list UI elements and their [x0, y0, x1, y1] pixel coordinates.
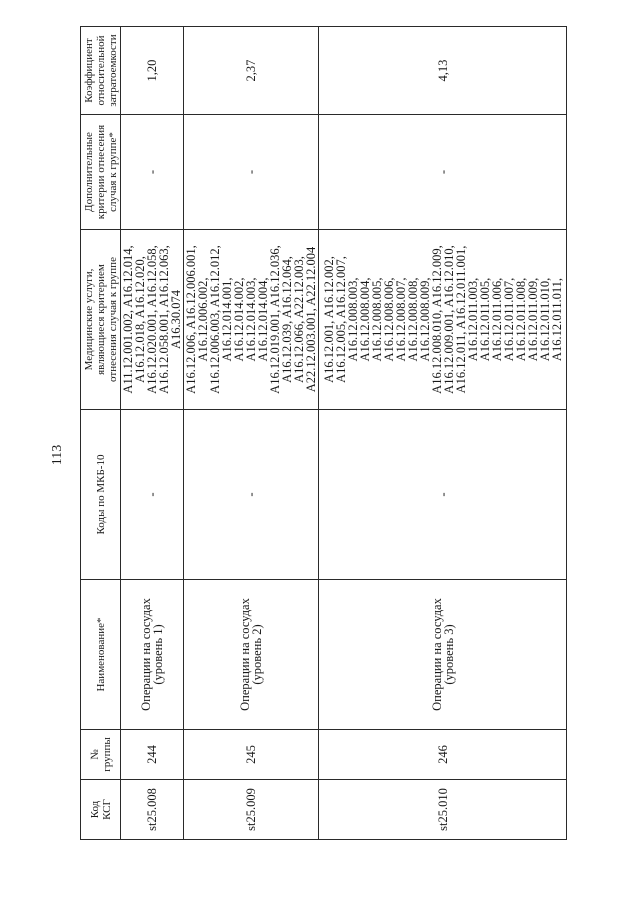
table-header-row: [81, 27, 121, 840]
header-ksg-code: Код КСГ: [81, 780, 121, 840]
table-row: [319, 27, 567, 840]
cell-medical-services: A11.12.001.002, A16.12.014, A16.12.018, A16.12.020, A16.12.020.001, A16.12.058, A16.12.058.001, A16.12.063, A16.30.074: [121, 230, 184, 410]
cell-extra-criteria: -: [319, 115, 567, 230]
cell-icd10-codes: -: [121, 410, 184, 580]
header-icd10-codes: Коды по МКБ-10: [81, 410, 121, 580]
cell-name: Операции на сосудах (уровень 1): [121, 580, 184, 730]
cell-icd10-codes: -: [184, 410, 319, 580]
header-name: Наименование*: [81, 580, 121, 730]
cell-ksg-code: st25.010: [319, 780, 567, 840]
cell-coefficient: 4,13: [319, 27, 567, 115]
cell-group-number: 245: [184, 730, 319, 780]
cell-medical-services: A16.12.001, A16.12.002, A16.12.005, A16.12.007, A16.12.008.003, A16.12.008.004, A16.12.008.005, A16.12.008.006, A16.12.008.007, A16.12.008.008, A16.12.008.009, A16.12.008.010, A16.12.009, A16.12.009.001, A16.12.010, A16.12.011, A16.12.011.001, A16.12.011.003, A16.12.011.005, A16.12.011.006, A16.12.011.007, A16.12.011.008, A16.12.011.009, A16.12.011.010, A16.12.011.011,: [319, 230, 567, 410]
cell-extra-criteria: -: [121, 115, 184, 230]
cell-coefficient: 2,37: [184, 27, 319, 115]
cell-group-number: 244: [121, 730, 184, 780]
header-coefficient: Коэффициент относительной затратоемкости: [81, 27, 121, 115]
cell-extra-criteria: -: [184, 115, 319, 230]
ksg-table-wrapper: [80, 34, 565, 840]
table-row: [121, 27, 184, 840]
header-extra-criteria: Дополнительные критерии отнесения случая к группе*: [81, 115, 121, 230]
cell-ksg-code: st25.008: [121, 780, 184, 840]
cell-name: Операции на сосудах (уровень 3): [319, 580, 567, 730]
cell-icd10-codes: -: [319, 410, 567, 580]
cell-coefficient: 1,20: [121, 27, 184, 115]
cell-medical-services: A16.12.006, A16.12.006.001, A16.12.006.002, A16.12.006.003, A16.12.012, A16.12.014.001, A16.12.014.002, A16.12.014.003, A16.12.014.004, A16.12.019.001, A16.12.036, A16.12.039, A16.12.064, A16.12.066, A22.12.003, A22.12.003.001, A22.12.004: [184, 230, 319, 410]
cell-ksg-code: st25.009: [184, 780, 319, 840]
header-group-number: № группы: [81, 730, 121, 780]
page-number: 113: [50, 444, 65, 466]
ksg-table: [80, 26, 567, 840]
cell-name: Операции на сосудах (уровень 2): [184, 580, 319, 730]
header-medical-services: Медицинские услуги, являющиеся критерием отнесения случая к группе: [81, 230, 121, 410]
table-row: [184, 27, 319, 840]
cell-group-number: 246: [319, 730, 567, 780]
